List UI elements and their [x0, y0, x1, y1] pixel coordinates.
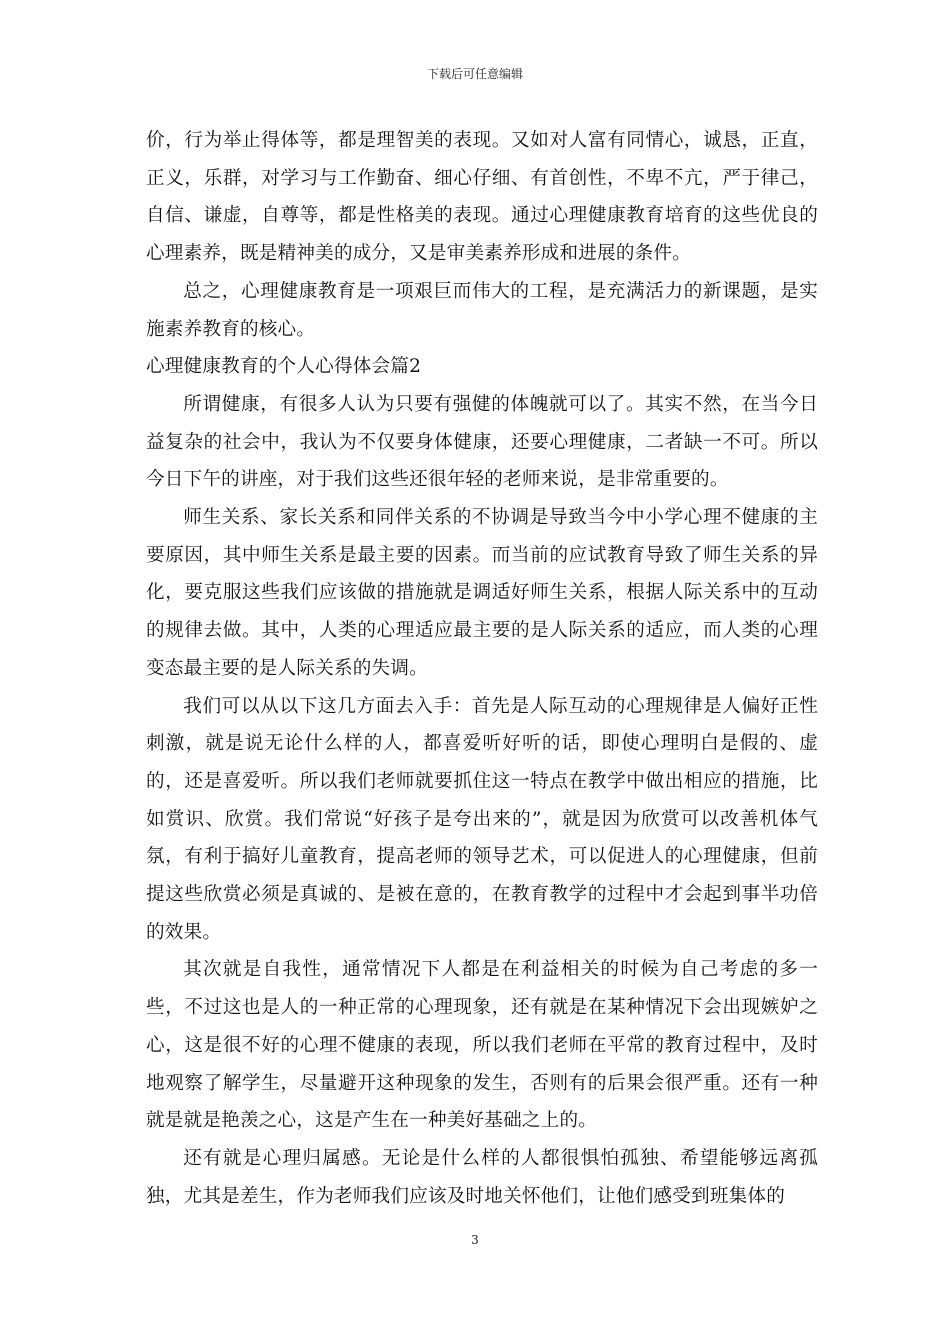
paragraph-belonging: 还有就是心理归属感。无论是什么样的人都很惧怕孤独、希望能够远离孤独，尤其是差生，作为老师我们应该及时地关怀他们，让他们感受到班集体的	[146, 1147, 818, 1207]
document-body	[146, 122, 818, 1215]
paragraph-positive-stimulus: 我们可以从以下这几方面去入手：首先是人际互动的心理规律是人偏好正性刺激，就是说无论什么样的人，都喜爱听好听的话，即使心理明白是假的、虚的，还是喜爱听。所以我们老师就要抓住这一特点在教学中做出相应的措施，比如赏识、欣赏。我们常说“好孩子是夸出来的”，就是因为欣赏可以改善机体气氛，有利于搞好儿童教育，提高老师的领导艺术，可以促进人的心理健康，但前提这些欣赏必须是真诚的、是被在意的，在教育教学的过程中才会起到事半功倍的效果。	[146, 695, 818, 943]
paragraph-self-interest: 其次就是自我性，通常情况下人都是在利益相关的时候为自己考虑的多一些，不过这也是人的一种正常的心理现象，还有就是在某种情况下会出现嫉妒之心，这是很不好的心理不健康的表现，所以我们老师在平常的教育过程中，及时地观察了解学生，尽量避开这种现象的发生，否则有的后果会很严重。还有一种就是就是艳羡之心，这是产生在一种美好基础之上的。	[146, 959, 818, 1132]
paragraph-continuation: 价，行为举止得体等，都是理智美的表现。又如对人富有同情心，诚恳，正直，正义，乐群，对学习与工作勤奋、细心仔细、有首创性，不卑不亢，严于律己，自信、谦虚，自尊等，都是性格美的表现。通过心理健康教育培育的这些优良的心理素养，既是精神美的成分，又是审美素养形成和进展的条件。	[146, 130, 818, 265]
paragraph-health-intro: 所谓健康，有很多人认为只要有强健的体魄就可以了。其实不然，在当今日益复杂的社会中，我认为不仅要身体健康，还要心理健康，二者缺一不可。所以今日下午的讲座，对于我们这些还很年轻的老师来说，是非常重要的。	[146, 393, 818, 491]
section-heading: 心理健康教育的个人心得体会篇2	[146, 356, 422, 378]
page-header: 下载后可任意编辑	[426, 67, 523, 81]
page-number: 3	[471, 1233, 479, 1247]
paragraph-relationships: 师生关系、家长关系和同伴关系的不协调是导致当今中小学心理不健康的主要原因，其中师生关系是最主要的因素。而当前的应试教育导致了师生关系的异化，要克服这些我们应该做的措施就是调适好师生关系，根据人际关系中的互动的规律去做。其中，人类的心理适应最主要的是人际关系的适应，而人类的心理变态最主要的是人际关系的失调。	[146, 507, 818, 679]
paragraph-conclusion: 总之，心理健康教育是一项艰巨而伟大的工程，是充满活力的新课题，是实施素养教育的核心。	[146, 280, 818, 340]
